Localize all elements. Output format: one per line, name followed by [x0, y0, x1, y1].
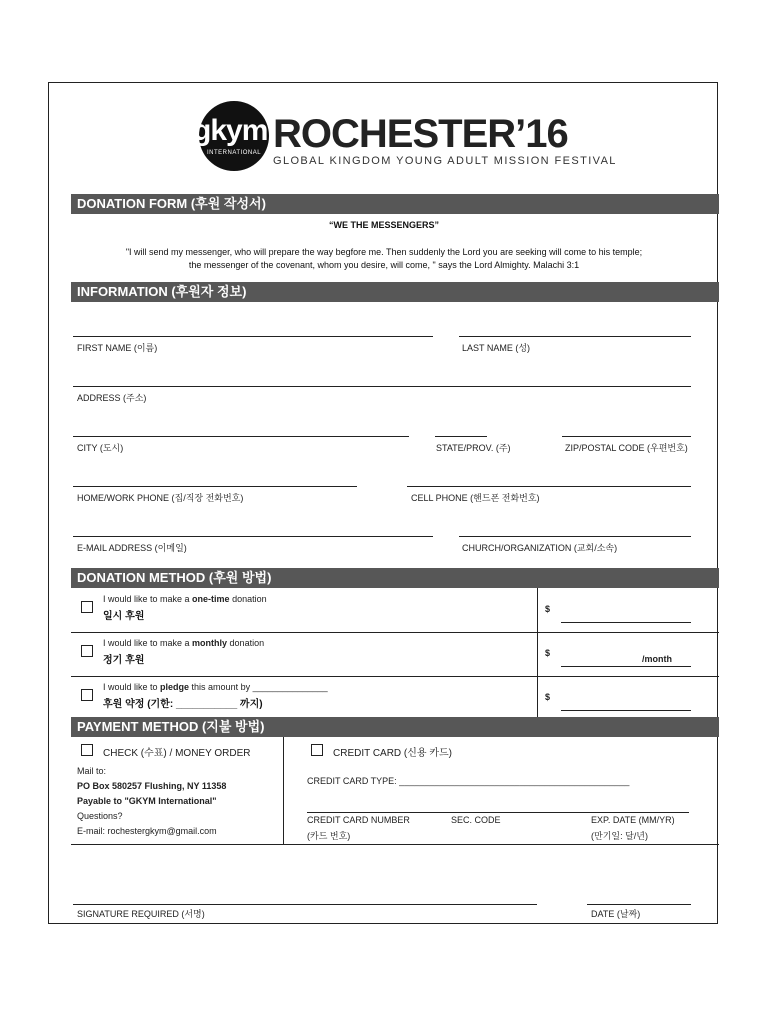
contact-email: E-mail: rochestergkym@gmail.com [77, 826, 217, 836]
one-time-label: I would like to make a one-time donation [103, 594, 267, 604]
monthly-kor: 정기 후원 [103, 655, 145, 666]
credit-card-checkbox[interactable] [311, 744, 323, 756]
pledge-checkbox[interactable] [81, 689, 93, 701]
check-label: CHECK (수표) / MONEY ORDER [103, 748, 251, 759]
column-divider [283, 737, 284, 845]
sec-code-label: SEC. CODE [451, 815, 501, 825]
city-field[interactable] [73, 436, 409, 437]
email-field[interactable] [73, 536, 433, 537]
cell-phone-field[interactable] [407, 486, 691, 487]
logo-sub: INTERNATIONAL [207, 150, 262, 156]
date-field[interactable] [587, 904, 691, 905]
monthly-label: I would like to make a monthly donation [103, 638, 265, 648]
first-name-label: FIRST NAME (이름) [77, 343, 158, 353]
home-phone-field[interactable] [73, 486, 357, 487]
questions-text: Questions? [77, 811, 123, 821]
verse-line-2: the messenger of the covenant, whom you desire, will come, " says the Lord Almighty. Malachi 3:1 [188, 260, 580, 270]
row-divider [71, 676, 719, 677]
exp-date-kor: (만기일: 달/년) [591, 831, 648, 841]
zip-label: ZIP/POSTAL CODE (우편번호) [565, 443, 688, 453]
one-time-checkbox[interactable] [81, 601, 93, 613]
verse-line-1: "I will send my messenger, who will prepare the way begfore me. Then suddenly the Lord you are seeking will come to his temple; [125, 247, 643, 257]
per-month-label: /month [642, 654, 672, 664]
email-label: E-MAIL ADDRESS (이메일) [77, 543, 187, 553]
state-field[interactable] [435, 436, 487, 437]
monthly-checkbox[interactable] [81, 645, 93, 657]
pledge-kor: 후원 약정 (기한: ___________ 까지) [103, 699, 263, 710]
payment-method-heading: PAYMENT METHOD (지불 방법) [71, 717, 719, 737]
column-divider [537, 588, 538, 720]
cell-phone-label: CELL PHONE (핸드폰 전화번호) [411, 493, 540, 503]
event-title: ROCHESTER’16 [273, 112, 568, 156]
row-divider [71, 632, 719, 633]
last-name-field[interactable] [459, 336, 691, 337]
one-time-kor: 일시 후원 [103, 611, 145, 622]
card-number-label: CREDIT CARD NUMBER [307, 815, 410, 825]
payment-method-box [71, 737, 719, 845]
monthly-amount-field[interactable] [561, 666, 691, 667]
dollar-sign: $ [545, 692, 551, 702]
event-subtitle: GLOBAL KINGDOM YOUNG ADULT MISSION FESTIVAL [273, 155, 617, 167]
signature-field[interactable] [73, 904, 537, 905]
last-name-label: LAST NAME (성) [462, 343, 531, 353]
donation-method-table [71, 588, 719, 720]
church-field[interactable] [459, 536, 691, 537]
pledge-label: I would like to pledge this amount by _______________ [103, 682, 328, 692]
card-type-field[interactable]: CREDIT CARD TYPE: ______________________________________________ [307, 776, 630, 786]
zip-field[interactable] [562, 436, 691, 437]
date-label: DATE (날짜) [591, 909, 641, 919]
card-number-field[interactable] [307, 812, 689, 813]
city-label: CITY (도시) [77, 443, 124, 453]
credit-card-label: CREDIT CARD (신용 카드) [333, 748, 453, 759]
logo-word: gkym [193, 114, 268, 147]
home-phone-label: HOME/WORK PHONE (집/직장 전화번호) [77, 493, 244, 503]
church-label: CHURCH/ORGANIZATION (교회/소속) [462, 543, 618, 553]
donation-form [48, 82, 718, 924]
dollar-sign: $ [545, 604, 551, 614]
address-label: ADDRESS (주소) [77, 393, 147, 403]
exp-date-label: EXP. DATE (MM/YR) [591, 815, 675, 825]
pledge-amount-field[interactable] [561, 710, 691, 711]
state-label: STATE/PROV. (주) [436, 443, 511, 453]
theme-text: “WE THE MESSENGERS” [328, 220, 439, 230]
mail-to-label: Mail to: [77, 766, 107, 776]
first-name-field[interactable] [73, 336, 433, 337]
payable-text: Payable to "GKYM International" [77, 796, 217, 806]
donation-form-heading: DONATION FORM (후원 작성서) [71, 194, 719, 214]
dollar-sign: $ [545, 648, 551, 658]
po-box-text: PO Box 580257 Flushing, NY 11358 [77, 781, 227, 791]
one-time-amount-field[interactable] [561, 622, 691, 623]
signature-label: SIGNATURE REQUIRED (서명) [77, 909, 205, 919]
card-number-kor: (카드 번호) [307, 831, 351, 841]
check-checkbox[interactable] [81, 744, 93, 756]
address-field[interactable] [73, 386, 691, 387]
information-heading: INFORMATION (후원자 정보) [71, 282, 719, 302]
donation-method-heading: DONATION METHOD (후원 방법) [71, 568, 719, 588]
